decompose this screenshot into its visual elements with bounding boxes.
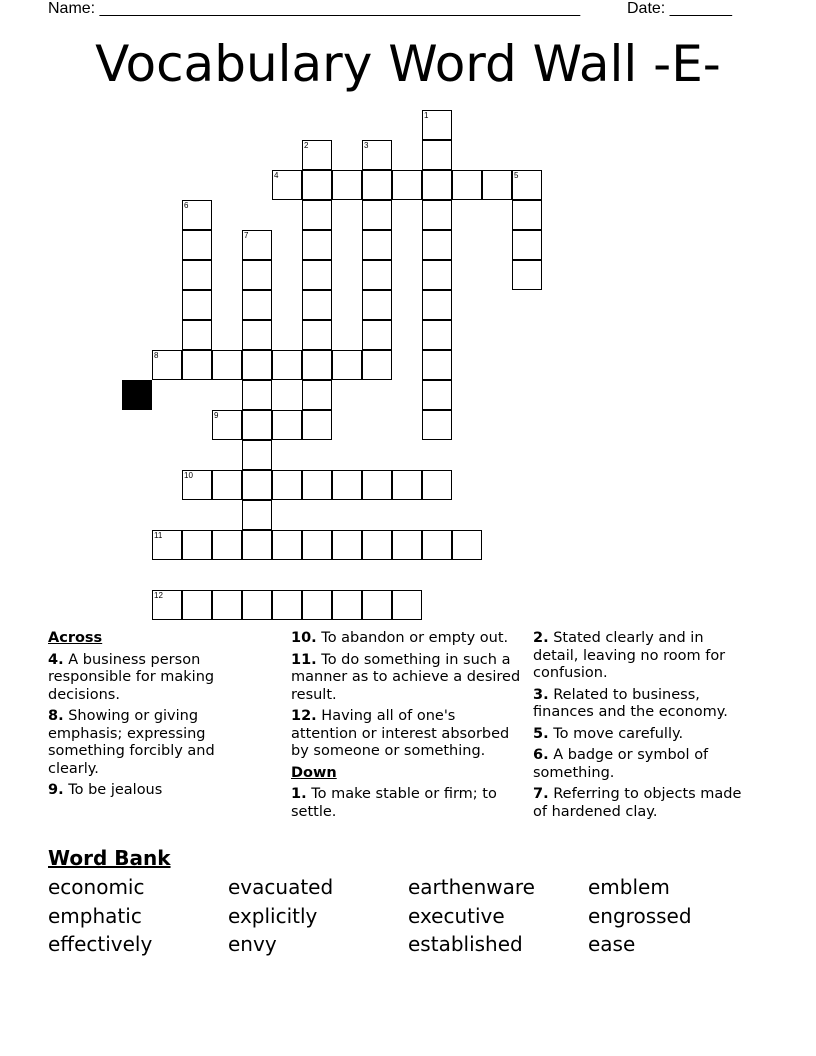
across-heading: Across (48, 630, 103, 646)
clue-number: 12 (154, 591, 163, 600)
crossword-cell[interactable] (272, 170, 302, 200)
crossword-cell[interactable] (332, 470, 362, 500)
name-line[interactable]: Name: ______________________________________________________ (48, 0, 581, 17)
crossword-cell[interactable] (512, 260, 542, 290)
crossword-cell[interactable] (422, 260, 452, 290)
crossword-cell[interactable] (242, 230, 272, 260)
crossword-cell[interactable] (422, 170, 452, 200)
clue-number: 5 (514, 171, 519, 180)
word-bank-item: engrossed (588, 904, 692, 928)
crossword-cell[interactable] (422, 380, 452, 410)
clue-number: 1 (424, 111, 429, 120)
clue-across-10: 10. To abandon or empty out. (291, 630, 509, 646)
clue-number: 6 (184, 201, 189, 210)
crossword-cell[interactable] (212, 410, 242, 440)
crossword-cell[interactable] (212, 350, 242, 380)
crossword-cell[interactable] (182, 320, 212, 350)
crossword-cell[interactable] (242, 260, 272, 290)
down-heading: Down (291, 764, 337, 781)
word-bank-item: emblem (588, 875, 670, 899)
word-bank-item: evacuated (228, 875, 334, 899)
crossword-cell[interactable] (302, 200, 332, 230)
crossword-cell[interactable] (302, 170, 332, 200)
crossword-cell[interactable] (362, 230, 392, 260)
crossword-cell[interactable] (242, 290, 272, 320)
clue-down-2: 2. Stated clearly and in detail, leaving no room for confusion. (533, 630, 726, 681)
word-bank-item: emphatic (48, 904, 142, 928)
crossword-cell[interactable] (302, 530, 332, 560)
crossword-cell[interactable] (422, 320, 452, 350)
crossword-cell[interactable] (152, 590, 182, 620)
crossword-cell[interactable] (332, 530, 362, 560)
clue-number: 11 (154, 531, 163, 540)
clue-down-1: 1. To make stable or firm; to settle. (291, 786, 497, 820)
crossword-cell[interactable] (182, 590, 212, 620)
crossword-cell[interactable] (332, 590, 362, 620)
page-title: Vocabulary Word Wall -E- (95, 35, 721, 93)
crossword-cell[interactable] (452, 170, 482, 200)
crossword-cell[interactable] (302, 140, 332, 170)
clue-down-7: 7. Referring to objects made of hardened clay. (533, 786, 742, 820)
crossword-cell[interactable] (302, 290, 332, 320)
crossword-cell[interactable] (362, 470, 392, 500)
crossword-cell[interactable] (422, 410, 452, 440)
crossword-cell[interactable] (242, 320, 272, 350)
word-bank-title: Word Bank (48, 846, 171, 870)
crossword-block (122, 380, 152, 410)
clue-down-5: 5. To move carefully. (533, 725, 684, 742)
crossword-cell[interactable] (182, 470, 212, 500)
crossword-cell[interactable] (362, 530, 392, 560)
crossword-cell[interactable] (512, 200, 542, 230)
crossword-cell[interactable] (362, 140, 392, 170)
clue-across-12: 12. Having all of one's attention or interest absorbed by someone or something. (291, 708, 510, 759)
crossword-cell[interactable] (392, 530, 422, 560)
crossword-cell[interactable] (302, 230, 332, 260)
crossword-cell[interactable] (212, 470, 242, 500)
clue-number: 7 (244, 231, 249, 240)
crossword-cell[interactable] (332, 350, 362, 380)
date-line[interactable]: Date: _______ (627, 0, 732, 17)
word-bank-item: economic (48, 875, 145, 899)
word-bank-item: ease (588, 932, 636, 956)
clue-across-9: 9. To be jealous (48, 782, 163, 798)
clue-number: 3 (364, 141, 369, 150)
clue-down-3: 3. Related to business, finances and the economy. (533, 686, 728, 720)
crossword-cell[interactable] (362, 350, 392, 380)
crossword-cell[interactable] (392, 470, 422, 500)
crossword-cell[interactable] (422, 230, 452, 260)
crossword-cell[interactable] (212, 590, 242, 620)
crossword-cell[interactable] (362, 290, 392, 320)
crossword-cell[interactable] (272, 470, 302, 500)
crossword-cell[interactable] (182, 200, 212, 230)
clue-column-2 (291, 630, 526, 825)
crossword-cell[interactable] (182, 350, 212, 380)
crossword-cell[interactable] (422, 110, 452, 140)
crossword-cell[interactable] (182, 290, 212, 320)
crossword-cell[interactable] (362, 200, 392, 230)
crossword-cell[interactable] (422, 530, 452, 560)
crossword-cell[interactable] (512, 230, 542, 260)
clue-number: 4 (274, 171, 279, 180)
crossword-cell[interactable] (302, 590, 332, 620)
crossword-cell[interactable] (272, 410, 302, 440)
crossword-cell[interactable] (242, 500, 272, 530)
crossword-cell[interactable] (392, 590, 422, 620)
clue-down-6: 6. A badge or symbol of something. (533, 747, 709, 781)
crossword-cell[interactable] (422, 200, 452, 230)
crossword-cell[interactable] (242, 380, 272, 410)
clue-number: 2 (304, 141, 309, 150)
crossword-cell[interactable] (422, 140, 452, 170)
crossword-cell[interactable] (152, 530, 182, 560)
word-bank-item: explicitly (228, 904, 318, 928)
crossword-cell[interactable] (182, 260, 212, 290)
crossword-cell[interactable] (362, 320, 392, 350)
crossword-cell[interactable] (272, 530, 302, 560)
crossword-cell[interactable] (242, 530, 272, 560)
crossword-cell[interactable] (242, 440, 272, 470)
crossword-cell[interactable] (422, 290, 452, 320)
crossword-cell[interactable] (362, 170, 392, 200)
crossword-cell[interactable] (242, 350, 272, 380)
crossword-cell[interactable] (242, 410, 272, 440)
crossword-cell[interactable] (422, 470, 452, 500)
crossword-cell[interactable] (302, 410, 332, 440)
clue-across-8: 8. Showing or giving emphasis; expressing something forcibly and clearly. (48, 708, 215, 777)
crossword-cell[interactable] (302, 260, 332, 290)
word-bank-item: envy (228, 932, 277, 956)
crossword-cell[interactable] (302, 320, 332, 350)
crossword-cell[interactable] (242, 590, 272, 620)
word-bank-item: effectively (48, 932, 153, 956)
crossword-cell[interactable] (242, 470, 272, 500)
crossword-cell[interactable] (362, 590, 392, 620)
clue-number: 9 (214, 411, 219, 420)
clue-column-1 (48, 630, 248, 804)
word-bank-item: executive (408, 904, 505, 928)
crossword-cell[interactable] (212, 530, 242, 560)
clue-number: 10 (184, 471, 193, 480)
clue-number: 8 (154, 351, 159, 360)
crossword-cell[interactable] (182, 530, 212, 560)
crossword-cell[interactable] (452, 530, 482, 560)
crossword-cell[interactable] (272, 350, 302, 380)
clue-across-4: 4. A business person responsible for making decisions. (48, 651, 215, 703)
crossword-cell[interactable] (392, 170, 422, 200)
crossword-cell[interactable] (302, 350, 332, 380)
crossword-cell[interactable] (152, 350, 182, 380)
crossword-cell[interactable] (422, 350, 452, 380)
crossword-cell[interactable] (362, 260, 392, 290)
crossword-cell[interactable] (272, 590, 302, 620)
word-bank-item: earthenware (408, 875, 535, 899)
crossword-cell[interactable] (482, 170, 512, 200)
clue-column-3 (533, 630, 748, 825)
word-bank-item: established (408, 932, 523, 956)
crossword-cell[interactable] (302, 470, 332, 500)
crossword-cell[interactable] (182, 230, 212, 260)
crossword-cell[interactable] (302, 380, 332, 410)
crossword-cell[interactable] (332, 170, 362, 200)
clue-across-11: 11. To do something in such a manner as to achieve a desired result. (291, 651, 521, 703)
crossword-cell[interactable] (512, 170, 542, 200)
